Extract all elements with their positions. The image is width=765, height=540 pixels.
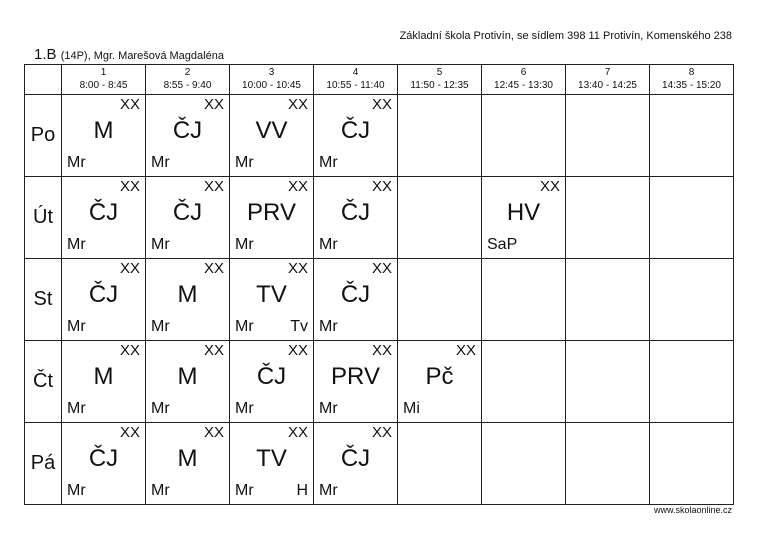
lesson	[230, 423, 313, 504]
lesson-cell	[230, 423, 314, 505]
lesson-cell	[146, 423, 230, 505]
lesson-cell	[146, 177, 230, 259]
lesson	[146, 259, 229, 340]
period-header	[650, 65, 734, 95]
lesson-cell	[398, 341, 482, 423]
period-number: 8	[688, 67, 695, 78]
lesson-teacher: Mr	[235, 236, 254, 253]
lesson-cell	[62, 423, 146, 505]
empty-cell	[650, 95, 734, 177]
day-label: Út	[25, 177, 62, 259]
lesson-group: XX	[371, 260, 392, 277]
period-number: 3	[268, 67, 275, 78]
period-number: 2	[184, 67, 191, 78]
lesson-teacher: Mr	[235, 400, 254, 417]
lesson-subject: ČJ	[340, 117, 371, 144]
lesson-teacher: Mr	[235, 318, 254, 335]
day-row	[25, 423, 734, 505]
lesson-group: XX	[203, 342, 224, 359]
period-number: 7	[604, 67, 611, 78]
lesson-teacher: Mr	[319, 482, 338, 499]
period-header-row	[25, 65, 734, 95]
lesson-cell	[314, 95, 398, 177]
lesson-cell	[62, 95, 146, 177]
lesson-subject: ČJ	[88, 199, 119, 226]
lesson-teacher: Mr	[319, 318, 338, 335]
lesson	[62, 259, 145, 340]
class-teacher: , Mgr. Marešová Magdaléna	[87, 50, 224, 62]
lesson-group: XX	[287, 96, 308, 113]
lesson-subject: PRV	[247, 199, 296, 226]
lesson-subject: ČJ	[88, 281, 119, 308]
lesson-subject: ČJ	[88, 445, 119, 472]
lesson-subject: Pč	[425, 363, 454, 390]
lesson-teacher: Mr	[151, 236, 170, 253]
lesson	[146, 341, 229, 422]
empty-cell	[398, 259, 482, 341]
lesson	[146, 95, 229, 176]
lesson-subject: M	[177, 281, 198, 308]
empty-cell	[482, 423, 566, 505]
day-row	[25, 259, 734, 341]
class-name: 1.B	[34, 46, 57, 63]
lesson-group: XX	[119, 178, 140, 195]
lesson	[314, 95, 397, 176]
lesson-group: XX	[119, 342, 140, 359]
lesson-teacher: Mr	[319, 236, 338, 253]
lesson-teacher: SaP	[487, 236, 518, 253]
lesson	[230, 341, 313, 422]
lesson-group: XX	[371, 178, 392, 195]
empty-cell	[566, 259, 650, 341]
lesson-subject: ČJ	[340, 199, 371, 226]
period-header	[482, 65, 566, 95]
lesson-group: XX	[203, 178, 224, 195]
timetable	[24, 64, 734, 505]
lesson	[230, 259, 313, 340]
lesson-cell	[230, 177, 314, 259]
period-header	[230, 65, 314, 95]
empty-cell	[566, 95, 650, 177]
lesson-cell	[146, 341, 230, 423]
period-time: 10:00 - 10:45	[242, 80, 301, 91]
period-number: 4	[352, 67, 359, 78]
period-time: 12:45 - 13:30	[494, 80, 553, 91]
lesson-teacher: Mr	[67, 236, 86, 253]
lesson-teacher: Mr	[151, 400, 170, 417]
lesson-teacher: Mr	[67, 318, 86, 335]
lesson-subject: ČJ	[340, 445, 371, 472]
lesson-cell	[314, 177, 398, 259]
lesson-room: H	[296, 482, 308, 499]
day-row	[25, 177, 734, 259]
empty-cell	[482, 341, 566, 423]
lesson-subject: M	[93, 117, 114, 144]
lesson-cell	[146, 259, 230, 341]
empty-cell	[398, 95, 482, 177]
lesson-teacher: Mr	[235, 154, 254, 171]
lesson	[230, 95, 313, 176]
lesson-group: XX	[371, 424, 392, 441]
period-time: 8:55 - 9:40	[163, 80, 212, 91]
lesson	[62, 423, 145, 504]
lesson-group: XX	[119, 260, 140, 277]
period-header	[314, 65, 398, 95]
lesson-cell	[230, 341, 314, 423]
lesson-cell	[146, 95, 230, 177]
empty-cell	[566, 423, 650, 505]
lesson	[230, 177, 313, 258]
lesson-cell	[314, 341, 398, 423]
day-row	[25, 95, 734, 177]
lesson	[314, 177, 397, 258]
lesson-group: XX	[119, 96, 140, 113]
lesson-room: Tv	[290, 318, 308, 335]
empty-cell	[566, 177, 650, 259]
lesson-teacher: Mr	[151, 318, 170, 335]
lesson-teacher: Mr	[67, 482, 86, 499]
period-header	[566, 65, 650, 95]
lesson-subject: M	[177, 445, 198, 472]
lesson-teacher: Mr	[151, 482, 170, 499]
lesson	[314, 259, 397, 340]
period-number: 1	[100, 67, 107, 78]
lesson-cell	[482, 177, 566, 259]
lesson-subject: TV	[256, 281, 287, 308]
lesson-group: XX	[287, 424, 308, 441]
empty-cell	[398, 423, 482, 505]
lesson-teacher: Mr	[151, 154, 170, 171]
period-header	[398, 65, 482, 95]
lesson-group: XX	[287, 342, 308, 359]
lesson-group: XX	[203, 260, 224, 277]
period-time: 14:35 - 15:20	[662, 80, 721, 91]
lesson	[146, 423, 229, 504]
lesson-teacher: Mi	[403, 400, 420, 417]
lesson	[482, 177, 565, 258]
footer-link[interactable]: www.skolaonline.cz	[653, 505, 732, 515]
period-header	[146, 65, 230, 95]
lesson-teacher: Mr	[67, 154, 86, 171]
period-time: 11:50 - 12:35	[410, 80, 469, 91]
lesson-cell	[62, 177, 146, 259]
lesson-teacher: Mr	[319, 154, 338, 171]
lesson-cell	[62, 259, 146, 341]
period-number: 5	[436, 67, 443, 78]
lesson-subject: ČJ	[340, 281, 371, 308]
lesson-group: XX	[455, 342, 476, 359]
lesson-group: XX	[371, 342, 392, 359]
lesson-group: XX	[539, 178, 560, 195]
lesson-subject: PRV	[331, 363, 380, 390]
lesson-cell	[230, 95, 314, 177]
lesson-group: XX	[119, 424, 140, 441]
day-label: St	[25, 259, 62, 341]
lesson-subject: HV	[506, 199, 541, 226]
lesson-subject: M	[177, 363, 198, 390]
lesson-subject: M	[93, 363, 114, 390]
lesson-group: XX	[371, 96, 392, 113]
empty-cell	[650, 341, 734, 423]
period-header	[62, 65, 146, 95]
empty-cell	[482, 259, 566, 341]
lesson-teacher: Mr	[235, 482, 254, 499]
lesson	[314, 423, 397, 504]
empty-cell	[566, 341, 650, 423]
lesson-subject: VV	[255, 117, 288, 144]
empty-cell	[650, 423, 734, 505]
empty-cell	[650, 259, 734, 341]
lesson-teacher: Mr	[67, 400, 86, 417]
class-detail: (14P)	[60, 50, 88, 62]
lesson-subject: ČJ	[172, 117, 203, 144]
period-number: 6	[520, 67, 527, 78]
lesson	[62, 177, 145, 258]
day-label: Pá	[25, 423, 62, 505]
school-name: Základní škola Protivín, se sídlem 398 11 Protivín, Komenského 238	[399, 30, 732, 42]
lesson-group: XX	[287, 260, 308, 277]
lesson-group: XX	[203, 96, 224, 113]
lesson-teacher: Mr	[319, 400, 338, 417]
lesson	[146, 177, 229, 258]
lesson-cell	[314, 259, 398, 341]
day-row	[25, 341, 734, 423]
day-label: Čt	[25, 341, 62, 423]
lesson	[62, 341, 145, 422]
lesson	[314, 341, 397, 422]
lesson-subject: ČJ	[256, 363, 287, 390]
empty-cell	[398, 177, 482, 259]
lesson-cell	[230, 259, 314, 341]
lesson	[62, 95, 145, 176]
class-title	[34, 46, 224, 63]
lesson-subject: TV	[256, 445, 287, 472]
period-time: 8:00 - 8:45	[79, 80, 128, 91]
empty-cell	[650, 177, 734, 259]
lesson-subject: ČJ	[172, 199, 203, 226]
period-time: 13:40 - 14:25	[578, 80, 637, 91]
lesson-group: XX	[287, 178, 308, 195]
day-label: Po	[25, 95, 62, 177]
period-time: 10:55 - 11:40	[326, 80, 385, 91]
lesson-cell	[62, 341, 146, 423]
lesson	[398, 341, 481, 422]
lesson-cell	[314, 423, 398, 505]
corner-cell	[25, 65, 62, 95]
lesson-group: XX	[203, 424, 224, 441]
empty-cell	[482, 95, 566, 177]
